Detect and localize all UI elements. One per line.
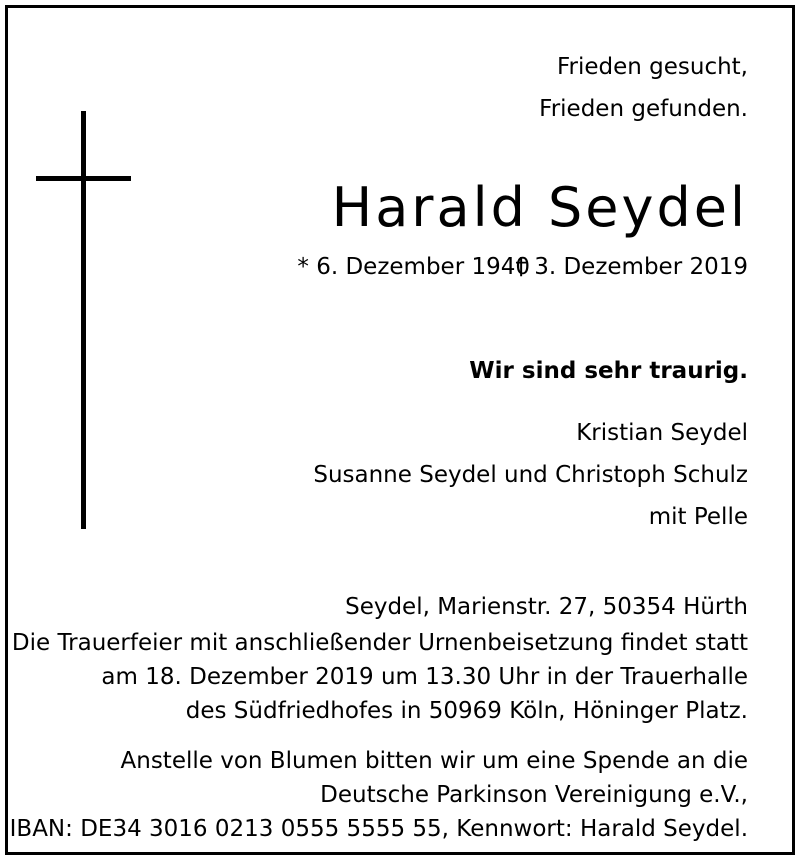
birth-date: * 6. Dezember 1940 bbox=[297, 254, 530, 280]
cross-icon-bar bbox=[36, 176, 131, 181]
donation-line-3: IBAN: DE34 3016 0213 0555 5555 55, Kennwort: Harald Seydel. bbox=[9, 816, 748, 842]
cross-icon bbox=[81, 111, 86, 529]
address: Seydel, Marienstr. 27, 50354 Hürth bbox=[345, 594, 748, 620]
motto-line-1: Frieden gesucht, bbox=[556, 54, 748, 80]
ceremony-line-1: Die Trauerfeier mit anschließender Urnenbeisetzung findet statt bbox=[11, 630, 748, 656]
ceremony-line-2: am 18. Dezember 2019 um 13.30 Uhr in der Trauerhalle bbox=[101, 664, 748, 690]
mourner-2: Susanne Seydel und Christoph Schulz bbox=[313, 462, 748, 488]
headline: Wir sind sehr traurig. bbox=[469, 358, 748, 384]
motto-line-2: Frieden gefunden. bbox=[539, 96, 748, 122]
obituary-notice bbox=[5, 5, 795, 855]
donation-line-1: Anstelle von Blumen bitten wir um eine Spende an die bbox=[120, 748, 748, 774]
death-date: † 3. Dezember 2019 bbox=[515, 254, 748, 280]
deceased-name: Harald Seydel bbox=[331, 176, 748, 239]
mourner-1: Kristian Seydel bbox=[576, 420, 748, 446]
ceremony-line-3: des Südfriedhofes in 50969 Köln, Höninger Platz. bbox=[185, 698, 748, 724]
donation-line-2: Deutsche Parkinson Vereinigung e.V., bbox=[320, 782, 748, 808]
mourner-3: mit Pelle bbox=[648, 504, 748, 530]
